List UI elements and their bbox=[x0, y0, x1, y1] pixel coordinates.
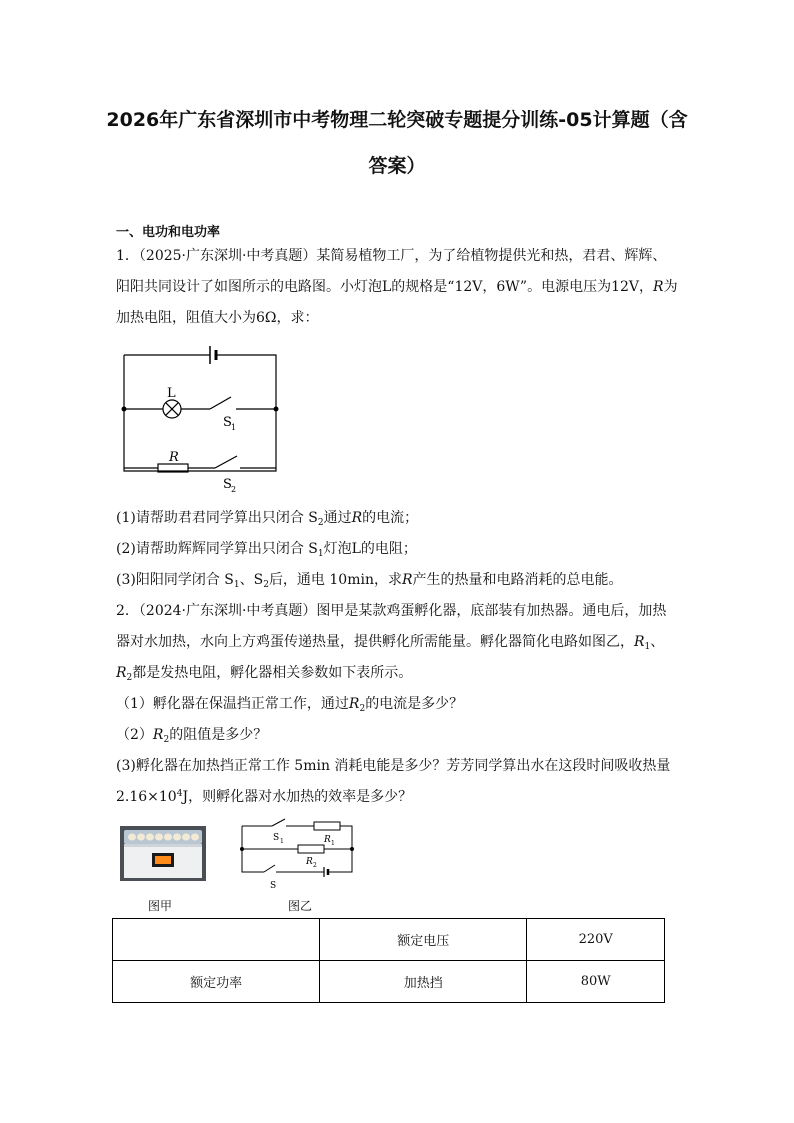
incubator-photo bbox=[120, 826, 206, 881]
fig-a-caption: 图甲 bbox=[148, 899, 173, 913]
svg-text:2: 2 bbox=[231, 485, 237, 494]
q1-intro: 1．（2025·广东深圳·中考真题）某简易植物工厂，为了给植物提供光和热，君君、辉辉、阳阳共同设计了如图所示的电路图。小灯泡L的规格是“12V，6W”。电源电压为12V，R为加热电阻，阻值大小为6Ω，求： bbox=[116, 248, 678, 326]
svg-text:2: 2 bbox=[313, 862, 317, 869]
r2-resistor-icon bbox=[298, 845, 324, 853]
q1-circuit-diagram bbox=[110, 338, 300, 498]
svg-text:S: S bbox=[270, 881, 277, 890]
table-cell: 80W bbox=[527, 961, 665, 1003]
document-title: 2026年广东省深圳市中考物理二轮突破专题提分训练-05计算题（含答案） bbox=[106, 109, 688, 177]
q1-sub3: (3)阳阳同学闭合 $S_1$、$S_2$后，通电 10min，求R产生的热量和电路消耗的总电能。 bbox=[116, 572, 623, 590]
q1-sub1: (1)请帮助君君同学算出只闭合 $S_2$通过R的电流； bbox=[116, 510, 419, 528]
svg-text:R: R bbox=[306, 857, 313, 867]
q2-sub2: $(2)R_2$的阻值是多少？ bbox=[116, 727, 268, 745]
q1-sub2: (2)请帮助辉辉同学算出只闭合 $S_1$灯泡L的电阻； bbox=[116, 541, 417, 559]
section-heading: 一、电功和电功率 bbox=[116, 225, 221, 240]
svg-text:1: 1 bbox=[331, 840, 335, 847]
q2-intro: 2．（2024·广东深圳·中考真题）图甲是某款鸡蛋孵化器，底部装有加热器。通电后，加热器对水加热，水向上方鸡蛋传递热量，提供孵化所需能量。孵化器简化电路如图乙，$R_1$、$R_2$都是发热电阻，孵化器相关参数如下表所示。 bbox=[116, 603, 667, 683]
svg-text:S: S bbox=[273, 833, 280, 843]
svg-text:R: R bbox=[324, 835, 331, 845]
q2-sub3: (3)孵化器在加热挡正常工作 5min 消耗电能是多少？芳芳同学算出水在这段时间吸收热量 $2.16\times 10^4J$，则孵化器对水加热的效率是多少？ bbox=[116, 758, 671, 805]
svg-text:S: S bbox=[223, 477, 232, 492]
table-cell: 额定电压 bbox=[320, 919, 527, 961]
table-cell: 220V bbox=[527, 919, 665, 961]
parameter-table bbox=[112, 918, 665, 1003]
resistor-label: R bbox=[169, 450, 179, 465]
table-cell: 加热挡 bbox=[320, 961, 527, 1003]
lamp-label: L bbox=[167, 386, 176, 401]
table-cell bbox=[113, 919, 320, 961]
table-row bbox=[113, 961, 665, 1003]
svg-text:1: 1 bbox=[231, 423, 237, 432]
q2-sub1: （1）孵化器在保温挡正常工作，通过$R_2$的电流是多少？ bbox=[116, 696, 464, 714]
svg-text:S: S bbox=[223, 415, 232, 430]
q2-circuit-diagram bbox=[236, 816, 360, 890]
fig-b-caption: 图乙 bbox=[288, 899, 313, 913]
table-row bbox=[113, 919, 665, 961]
table-cell: 额定功率 bbox=[113, 961, 320, 1003]
svg-text:1: 1 bbox=[280, 838, 284, 845]
r1-resistor-icon bbox=[314, 822, 340, 830]
